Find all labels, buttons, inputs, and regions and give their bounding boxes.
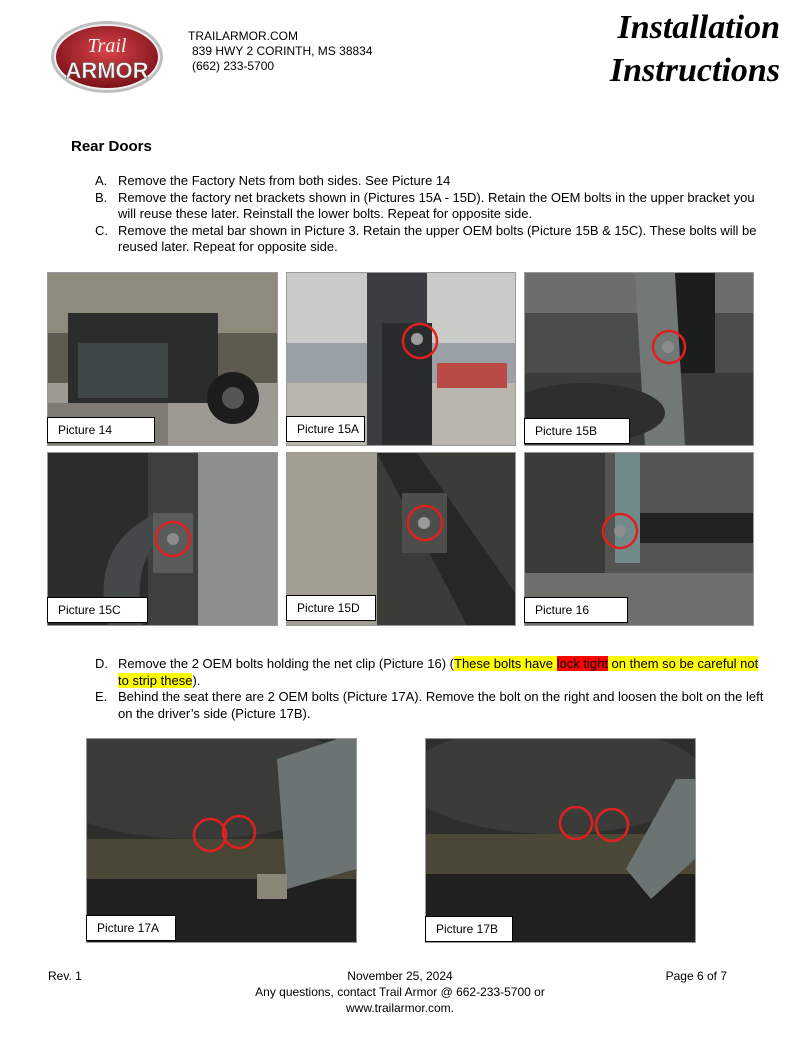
- document-title: [610, 6, 780, 92]
- step-text: Remove the factory net brackets shown in (Pictures 15A - 15D). Retain the OEM bolts in the upper bracket you will reuse these later. Reinstall the lower bolts. Repeat for opposite side.: [118, 189, 755, 221]
- section-heading: Rear Doors: [71, 138, 152, 155]
- caption-picture-14: Picture 14: [47, 417, 155, 443]
- step-letter: B.: [95, 189, 108, 205]
- footer-center: [200, 968, 600, 1016]
- caption-picture-15d: Picture 15D: [286, 595, 376, 621]
- footer-page-number: [666, 968, 727, 984]
- company-url: TRAILARMOR.COM: [188, 29, 299, 43]
- company-info: [188, 29, 373, 74]
- step-letter: A.: [95, 173, 108, 188]
- title-line-1: Installation: [617, 9, 780, 46]
- step-text: Behind the seat there are 2 OEM bolts (Picture 17A). Remove the bolt on the right and loosen the bolt on the left on the driver’s side (Picture 17B).: [118, 689, 764, 721]
- step-text: Remove the Factory Nets from both sides. See Picture 14: [118, 173, 451, 188]
- step-b: [95, 190, 765, 223]
- photo-picture-17b: [425, 738, 696, 943]
- title-line-2: Instructions: [609, 52, 780, 89]
- caption-picture-15b: Picture 15B: [524, 418, 630, 444]
- highlighted-lock-tight: lock tight: [556, 656, 608, 671]
- step-letter: C.: [95, 222, 108, 238]
- caption-picture-17a: Picture 17A: [86, 915, 176, 941]
- step-c: [95, 223, 765, 256]
- footer-page-total: 7: [720, 969, 727, 983]
- footer-page-prefix: Page 6 of: [665, 969, 721, 983]
- step-letter: D.: [95, 656, 108, 671]
- footer-revision: Rev. 1: [48, 969, 82, 983]
- photo-picture-17a: [86, 738, 357, 943]
- caption-picture-16: Picture 16: [524, 597, 628, 623]
- company-address: 839 HWY 2 CORINTH, MS 38834: [192, 44, 373, 58]
- caption-picture-15a: Picture 15A: [286, 416, 365, 442]
- company-phone: (662) 233-5700: [192, 59, 275, 73]
- step-text-end: ).: [192, 672, 201, 688]
- step-text: Remove the 2 OEM bolts holding the net clip (Picture 16) (: [118, 656, 454, 671]
- logo-text-trail: Trail: [87, 35, 127, 57]
- caption-picture-17b: Picture 17B: [425, 916, 513, 942]
- step-text: Remove the metal bar shown in Picture 3. Retain the upper OEM bolts (Picture 15B & 15C). These bolts will be reused later. Repeat for opposite side.: [118, 222, 757, 254]
- step-letter: E.: [95, 689, 108, 704]
- steps-list-top: [95, 173, 765, 256]
- footer-contact: Any questions, contact Trail Armor @ 662-233-5700 or: [255, 985, 545, 999]
- footer-date: November 25, 2024: [347, 969, 453, 983]
- footer-website: www.trailarmor.com.: [345, 1001, 455, 1015]
- logo-text-armor: ARMOR: [65, 58, 149, 83]
- caption-picture-15c: Picture 15C: [47, 597, 148, 623]
- highlighted-warning-cont: on them so be careful not to strip these: [118, 656, 759, 688]
- steps-list-bottom: [95, 656, 765, 722]
- step-d: [95, 656, 765, 689]
- trail-armor-logo: [50, 20, 164, 94]
- step-e: [95, 689, 765, 722]
- highlighted-warning: These bolts have: [454, 656, 557, 671]
- step-a: [95, 173, 765, 190]
